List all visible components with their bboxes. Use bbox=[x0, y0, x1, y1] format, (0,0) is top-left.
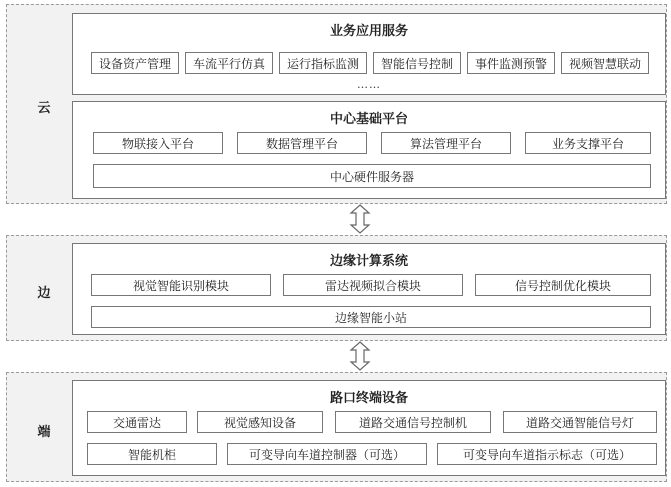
device-item: 交通雷达 bbox=[87, 411, 187, 433]
edge-station-box: 边缘智能小站 bbox=[91, 306, 651, 328]
edge-system-panel bbox=[72, 243, 666, 335]
hardware-server-box: 中心硬件服务器 bbox=[93, 164, 651, 188]
app-service-item: 智能信号控制 bbox=[373, 52, 461, 74]
center-platform-title: 中心基础平台 bbox=[329, 112, 408, 127]
more-services-ellipsis: …… bbox=[357, 78, 381, 91]
app-services-panel bbox=[72, 13, 666, 95]
bidirectional-arrow-icon bbox=[345, 341, 375, 371]
terminal-devices-title: 路口终端设备 bbox=[329, 391, 408, 406]
device-item: 道路交通智能信号灯 bbox=[503, 411, 657, 433]
edge-module-item: 雷达视频拟合模块 bbox=[283, 274, 463, 296]
bidirectional-arrow-icon bbox=[345, 204, 375, 234]
app-service-item: 运行指标监测 bbox=[279, 52, 367, 74]
app-service-item: 视频智慧联动 bbox=[561, 52, 649, 74]
edge-module-item: 视觉智能识别模块 bbox=[91, 274, 271, 296]
edge-tier bbox=[6, 235, 667, 341]
device-item: 可变导向车道控制器（可选） bbox=[227, 443, 427, 465]
app-service-item: 车流平行仿真 bbox=[185, 52, 273, 74]
center-platform-panel bbox=[72, 101, 666, 199]
device-item: 道路交通信号控制机 bbox=[335, 411, 491, 433]
cloud-tier-label: 云 bbox=[37, 101, 51, 116]
device-item: 可变导向车道指示标志（可选） bbox=[437, 443, 657, 465]
terminal-tier-label: 端 bbox=[37, 425, 51, 440]
app-service-item: 设备资产管理 bbox=[91, 52, 179, 74]
edge-module-item: 信号控制优化模块 bbox=[475, 274, 651, 296]
platform-item: 业务支撑平台 bbox=[525, 132, 651, 154]
app-services-title: 业务应用服务 bbox=[329, 24, 408, 39]
terminal-tier bbox=[6, 372, 667, 482]
edge-tier-label: 边 bbox=[37, 286, 51, 301]
platform-item: 数据管理平台 bbox=[237, 132, 367, 154]
platform-item: 物联接入平台 bbox=[93, 132, 223, 154]
device-item: 视觉感知设备 bbox=[197, 411, 323, 433]
device-item: 智能机柜 bbox=[87, 443, 217, 465]
terminal-devices-panel bbox=[72, 380, 666, 476]
cloud-tier bbox=[6, 4, 667, 204]
platform-item: 算法管理平台 bbox=[381, 132, 511, 154]
app-service-item: 事件监测预警 bbox=[467, 52, 555, 74]
edge-system-title: 边缘计算系统 bbox=[329, 254, 408, 269]
